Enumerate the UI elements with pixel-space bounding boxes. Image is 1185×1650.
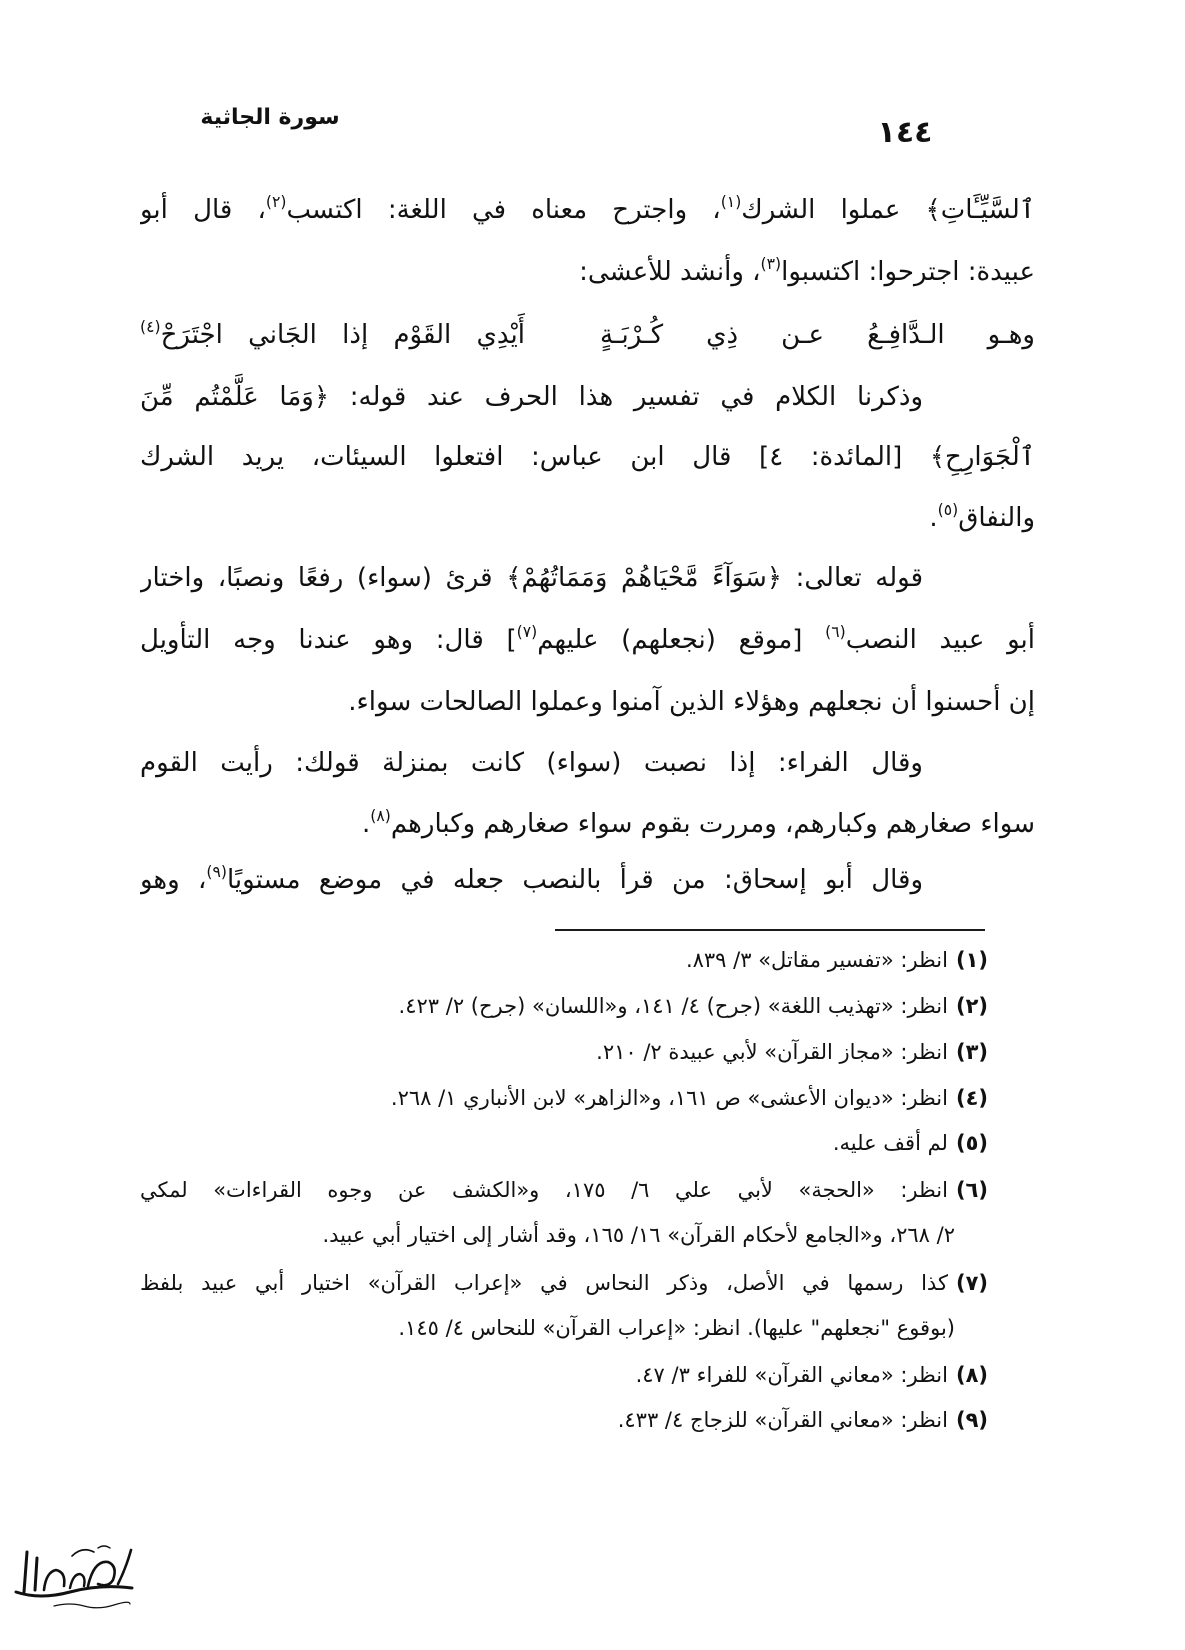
footnote-text: لم أقف عليه. — [832, 1131, 948, 1155]
footnote-text: انظر: «معاني القرآن» للزجاج ٤/ ٤٣٣. — [617, 1408, 948, 1432]
footnote — [140, 938, 988, 982]
footnote-continuation — [140, 1213, 988, 1257]
footnote-number: (٤) — [955, 1086, 988, 1110]
verse-text: وهـو الـدَّافِـعُ عـن ذِي كُـرْبَـةٍ — [600, 320, 1035, 350]
body-text: ٱلْجَوَارِحِ﴾ [المائدة: ٤] قال ابن عباس: افتعلوا السيئات، يريد الشرك — [140, 442, 1035, 472]
footnote — [140, 1121, 988, 1165]
page-number: ١٤٤ — [877, 115, 933, 150]
verse-second-hemistich — [140, 305, 525, 365]
logo-stroke — [16, 1587, 132, 1596]
footnote-ref: (٤) — [140, 318, 161, 337]
body-line — [140, 610, 1035, 670]
body-line — [140, 367, 1035, 427]
footnote-separator — [555, 929, 985, 931]
footnote-ref: (١) — [720, 193, 742, 212]
publisher-logo — [10, 1538, 138, 1616]
footnote-text: انظر: «تهذيب اللغة» (جرح) ٤/ ١٤١، و«اللسان» (جرح) ٢/ ٤٢٣. — [398, 994, 948, 1018]
running-header-title: سورة الجاثية — [200, 105, 340, 130]
body-text: سواء صغارهم وكبارهم، ومررت بقوم سواء صغارهم وكبارهم — [390, 809, 1035, 839]
logo-calligraphy — [16, 1546, 132, 1608]
body-text: وذكرنا الكلام في تفسير هذا الحرف عند قوله: ﴿وَمَا عَلَّمْتُم مِّنَ — [140, 382, 923, 412]
body-line — [140, 548, 1035, 608]
footnote-text: انظر: «تفسير مقاتل» ٣/ ٨٣٩. — [685, 948, 948, 972]
body-line — [140, 180, 1035, 240]
footnote-ref: (٧) — [516, 623, 538, 642]
footnote-ref: (٥) — [937, 501, 959, 520]
body-text: ، قال أبو — [140, 195, 266, 225]
footnote-text: انظر: «معاني القرآن» للفراء ٣/ ٤٧. — [635, 1363, 948, 1387]
body-line — [140, 733, 1035, 793]
body-text: ، وهو — [140, 865, 207, 895]
footnote-ref: (٦) — [825, 623, 846, 642]
footnote-number: (٣) — [955, 1040, 988, 1064]
poetry-verse — [140, 305, 1035, 365]
logo-stroke — [70, 1574, 85, 1588]
body-line — [140, 488, 1035, 548]
body-text: . — [929, 503, 938, 533]
logo-stroke — [72, 1550, 94, 1556]
body-text: [موقع (نجعلهم) عليهم — [537, 625, 826, 655]
footnote-ref: (٨) — [370, 807, 391, 826]
footnote — [140, 984, 988, 1028]
footnote — [140, 1076, 988, 1120]
body-line — [140, 850, 1035, 910]
body-line — [140, 427, 1035, 487]
body-line — [140, 794, 1035, 854]
body-text: وقال الفراء: إذا نصبت (سواء) كانت بمنزلة قولك: رأيت القوم — [140, 748, 923, 778]
footnote-ref: (٣) — [760, 255, 782, 274]
footnote-text: ٢/ ٢٦٨، و«الجامع لأحكام القرآن» ١٦/ ١٦٥، وقد أشار إلى اختيار أبي عبيد. — [322, 1223, 955, 1247]
logo-subscript-stroke — [54, 1602, 130, 1608]
verse-first-hemistich — [600, 305, 1035, 365]
body-text: وقال أبو إسحاق: من قرأ بالنصب جعله في موضع مستويًا — [227, 865, 924, 895]
logo-stroke — [24, 1552, 27, 1592]
body-text: أبو عبيد النصب — [845, 625, 1035, 655]
footnote-number: (١) — [955, 948, 988, 972]
footnote-ref: (٩) — [206, 863, 227, 882]
body-text: والنفاق — [958, 503, 1035, 533]
footnote-number: (٩) — [955, 1408, 988, 1432]
logo-stroke — [44, 1570, 64, 1590]
footnote-number: (٧) — [955, 1271, 988, 1295]
body-text: إن أحسنوا أن نجعلهم وهؤلاء الذين آمنوا وعملوا الصالحات سواء. — [348, 687, 1035, 717]
logo-stroke — [98, 1546, 110, 1548]
footnote-text: انظر: «مجاز القرآن» لأبي عبيدة ٢/ ٢١٠. — [596, 1040, 948, 1064]
body-line — [140, 242, 1035, 302]
verse-text: أَيْدِي القَوْم إذا الجَاني اجْتَرَحْ — [160, 320, 525, 350]
body-line — [140, 672, 1035, 732]
body-text: ] قال: وهو عندنا وجه التأويل — [140, 625, 517, 655]
footnote — [140, 1398, 988, 1442]
footnote-text: (بوقوع "نجعلهم" عليها). انظر: «إعراب القرآن» للنحاس ٤/ ١٤٥. — [398, 1316, 955, 1340]
body-text: ، واجترح معناه في اللغة: اكتسب — [286, 195, 721, 225]
footnote-text: انظر: «الحجة» لأبي علي ٦/ ١٧٥، و«الكشف عن وجوه القراءات» لمكي — [140, 1178, 948, 1202]
logo-stroke — [88, 1562, 115, 1586]
logo-stroke — [35, 1558, 37, 1590]
footnote-number: (٢) — [955, 994, 988, 1018]
body-text: ٱلسَّيِّـَٔاتِ﴾ عملوا الشرك — [741, 195, 1035, 225]
footnote-text: كذا رسمها في الأصل، وذكر النحاس في «إعراب القرآن» اختيار أبي عبيد بلفظ — [140, 1271, 948, 1295]
body-text: قوله تعالى: ﴿سَوَآءً مَّحْيَاهُمْ وَمَمَاتُهُمْ﴾ قرئ (سواء) رفعًا ونصبًا، واختار — [140, 563, 923, 593]
footnote-continuation — [140, 1306, 988, 1350]
footnote — [140, 1030, 988, 1074]
body-text: عبيدة: اجترحوا: اكتسبوا — [781, 257, 1035, 287]
footnote-text: انظر: «ديوان الأعشى» ص ١٦١، و«الزاهر» لابن الأنباري ١/ ٢٦٨. — [390, 1086, 948, 1110]
footnote-number: (٦) — [955, 1178, 988, 1202]
footnote-ref: (٢) — [265, 193, 287, 212]
footnote — [140, 1353, 988, 1397]
body-text: . — [362, 809, 371, 839]
footnote — [140, 1261, 988, 1305]
footnote — [140, 1168, 988, 1212]
footnote-number: (٥) — [955, 1131, 988, 1155]
logo-stroke — [118, 1550, 131, 1584]
body-text: ، وأنشد للأعشى: — [579, 257, 761, 287]
footnote-number: (٨) — [955, 1363, 988, 1387]
